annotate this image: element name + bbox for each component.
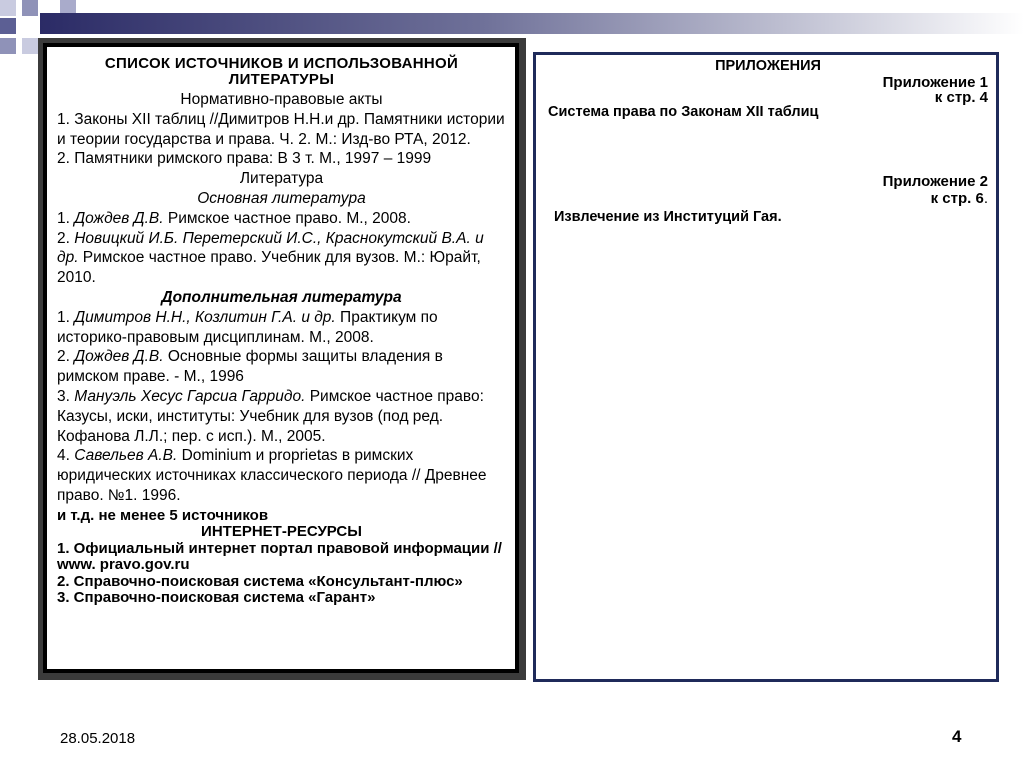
item-author: Дождев Д.В. xyxy=(74,209,164,227)
additional-literature-item xyxy=(57,387,506,446)
decor-square xyxy=(0,0,16,16)
references-title-line: ЛИТЕРАТУРЫ xyxy=(228,71,335,88)
normative-item: 2. Памятники римского права: В 3 т. М., 1997 – 1999 xyxy=(57,150,432,168)
item-text: Основные формы защиты владения в римском праве. - М., 1996 xyxy=(57,348,443,386)
item-text: Римское частное право. М., 2008. xyxy=(163,209,411,227)
internet-resource-item: 2. Справочно-поисковая система «Консультант-плюс» xyxy=(57,572,463,590)
appendix-2-dot: . xyxy=(983,190,988,207)
appendix-2-label: Приложение 2 xyxy=(882,173,988,190)
appendix-1-page: к стр. 4 xyxy=(934,89,988,106)
item-author: Дождев Д.В. xyxy=(74,348,164,366)
item-number: 2. xyxy=(57,229,75,247)
item-number: 2. xyxy=(57,348,75,366)
references-title xyxy=(57,56,506,88)
decor-square xyxy=(0,38,16,54)
appendix-2-text: Извлечение из Институций Гая. xyxy=(554,209,782,225)
additional-literature-item xyxy=(57,347,506,387)
slide-page-number: 4 xyxy=(952,727,962,746)
additional-literature-item xyxy=(57,446,506,505)
item-number: 1. xyxy=(57,209,75,227)
header-gradient-bar xyxy=(40,13,1024,34)
decor-square xyxy=(0,18,16,34)
main-literature-heading: Основная литература xyxy=(197,189,366,207)
references-title-line: СПИСОК ИСТОЧНИКОВ И ИСПОЛЬЗОВАННОЙ xyxy=(104,55,459,72)
internet-resource-item: 3. Справочно-поисковая система «Гарант» xyxy=(57,589,376,607)
item-number: 1. xyxy=(57,308,75,326)
internet-resource-item: 1. Официальный интернет портал правовой информации // www. pravo.gov.ru xyxy=(57,539,502,574)
appendix-2-page-line xyxy=(548,190,988,207)
slide-date: 28.05.2018 xyxy=(60,730,136,747)
appendices-title: ПРИЛОЖЕНИЯ xyxy=(715,58,821,74)
decor-square xyxy=(22,0,38,16)
additional-literature-heading: Дополнительная литература xyxy=(161,288,402,306)
main-literature-item xyxy=(57,229,506,288)
item-text: Римское частное право: Казусы, иски, институты: Учебник для вузов (под ред. Кофанова Л.Л.; пер. с исп.). М., 2005. xyxy=(57,387,484,445)
item-author: Мануэль Хесус Гарсиа Гарридо. xyxy=(74,387,306,405)
appendix-1-text: Система права по Законам XII таблиц xyxy=(548,104,819,120)
normative-heading: Нормативно-правовые акты xyxy=(180,91,383,108)
item-author: Димитров Н.Н., Козлитин Г.А. и др. xyxy=(74,308,336,326)
decor-square xyxy=(22,38,38,54)
item-text: Практикум по историко-правовым дисциплинам. М., 2008. xyxy=(57,308,438,346)
item-number: 3. xyxy=(57,387,75,405)
min-sources-note: и т.д. не менее 5 источников xyxy=(57,506,269,524)
normative-item: 1. Законы XII таблиц //Димитров Н.Н.и др. Памятники истории и теории государства и права. Ч. 2. М.: Изд-во РТА, 2012. xyxy=(57,110,505,148)
appendix-2-page: к стр. 6 xyxy=(930,190,984,207)
internet-resources-heading: ИНТЕРНЕТ-РЕСУРСЫ xyxy=(201,523,362,541)
item-text: Dominium и proprietas в римских юридических источниках классического периода // Древнее право. №1. 1996. xyxy=(57,447,487,504)
appendix-1-label: Приложение 1 xyxy=(882,74,988,91)
item-author: Савельев А.В. xyxy=(74,447,178,465)
appendices-panel xyxy=(533,52,999,682)
references-panel xyxy=(43,43,519,673)
item-number: 4. xyxy=(57,447,75,465)
item-text: Римское частное право. Учебник для вузов. М.: Юрайт, 2010. xyxy=(57,249,481,287)
item-author: Новицкий И.Б. Перетерский И.С., Краснокутский В.А. и др. xyxy=(57,229,484,267)
literature-heading: Литература xyxy=(239,170,324,188)
main-literature-item xyxy=(57,209,506,229)
additional-literature-item xyxy=(57,308,506,348)
